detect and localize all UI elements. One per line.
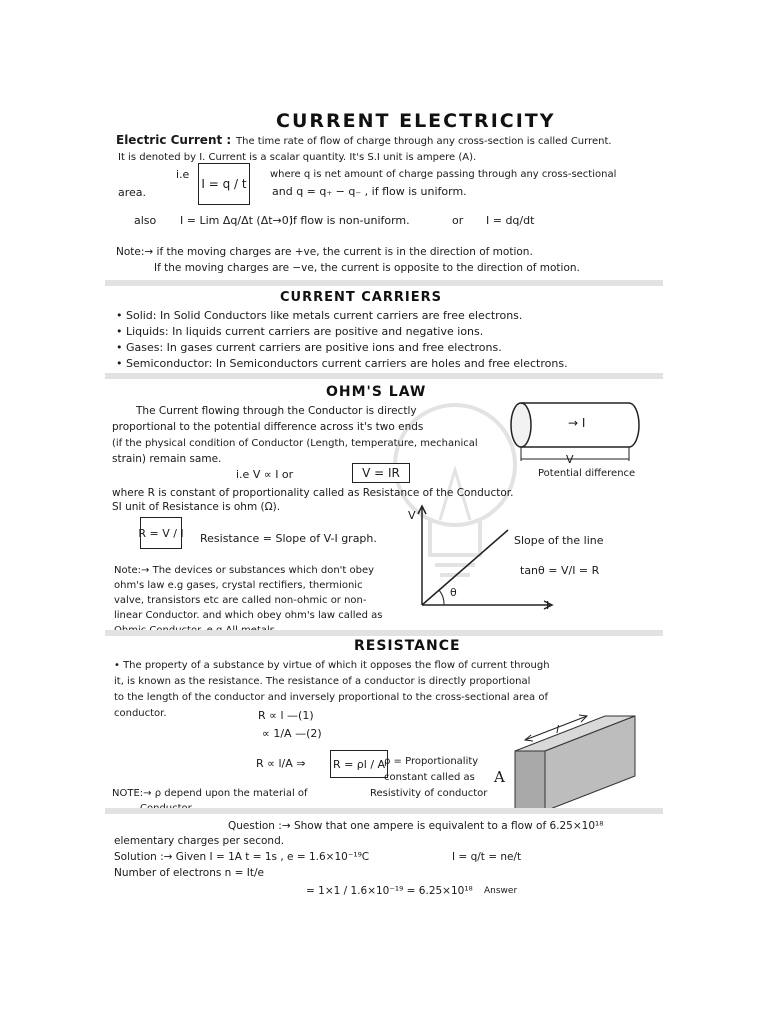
ohms-law-heading: OHM'S LAW bbox=[326, 384, 427, 400]
carrier-gas: • Gases: In gases current carriers are positive ions and free electrons. bbox=[116, 341, 502, 354]
ohms-note-1: Note:→ The devices or substances which don't obey bbox=[114, 565, 375, 576]
r-formula: R = V / I bbox=[138, 526, 184, 540]
resistance-p4: conductor. bbox=[114, 708, 167, 719]
vi-graph bbox=[400, 500, 560, 615]
block-length-label: l bbox=[556, 723, 560, 736]
ohms-note-2: ohm's law e.g gases, crystal rectifiers, thermionic bbox=[114, 580, 363, 591]
block-area-label: A bbox=[494, 768, 505, 786]
derivative-formula: I = dq/dt bbox=[486, 214, 535, 227]
resistance-eq2: ∝ 1/A —(2) bbox=[262, 727, 322, 740]
resistance-slope-text: Resistance = Slope of V-I graph. bbox=[200, 532, 377, 545]
page-title: CURRENT ELECTRICITY bbox=[276, 110, 556, 132]
divider-1 bbox=[105, 280, 663, 286]
nonuniform-text: if flow is non-uniform. bbox=[290, 214, 410, 227]
carrier-solid: • Solid: In Solid Conductors like metals current carriers are free electrons. bbox=[116, 309, 523, 322]
also-label: also bbox=[134, 214, 157, 227]
or-label: or bbox=[452, 214, 464, 227]
resistance-note-1: NOTE:→ ρ depend upon the material of bbox=[112, 788, 308, 799]
resistivity-formula-box bbox=[330, 750, 388, 778]
resistance-p3: to the length of the conductor and inversely proportional to the cross-sectional area of bbox=[114, 692, 548, 703]
rho-definition-3: Resistivity of conductor bbox=[370, 788, 488, 799]
divider-3 bbox=[105, 630, 663, 636]
note-line2: If the moving charges are −ve, the current is opposite to the direction of motion. bbox=[154, 262, 580, 274]
question-line1: Question :→ Show that one ampere is equivalent to a flow of 6.25×10¹⁸ bbox=[228, 820, 604, 832]
current-formula: I = q / t bbox=[201, 177, 247, 191]
divider-2 bbox=[105, 373, 663, 379]
where-line: where q is net amount of charge passing through any cross-sectional bbox=[270, 169, 617, 180]
wire-v-label: V bbox=[566, 453, 574, 466]
ohms-where-line: where R is constant of proportionality called as Resistance of the Conductor. bbox=[112, 487, 514, 499]
solution-formula: I = q/t = ne/t bbox=[452, 851, 522, 863]
r-formula-box bbox=[140, 517, 182, 549]
resistance-p2: it, is known as the resistance. The resistance of a conductor is directly proportional bbox=[114, 676, 531, 687]
resistivity-formula: R = ρl / A bbox=[332, 757, 386, 771]
conductor-block-diagram bbox=[495, 706, 645, 816]
question-line2: elementary charges per second. bbox=[114, 835, 285, 847]
electrons-line: Number of electrons n = It/e bbox=[114, 867, 265, 879]
graph-v-label: V bbox=[408, 509, 416, 522]
and-line: and q = q₊ − q₋ , if flow is uniform. bbox=[272, 185, 467, 198]
rho-definition-2: constant called as bbox=[384, 772, 475, 783]
vir-formula: V = IR bbox=[362, 466, 400, 480]
electric-current-heading: Electric Current : bbox=[116, 133, 232, 147]
note-line1: Note:→ if the moving charges are +ve, the current is in the direction of motion. bbox=[116, 246, 533, 258]
ohms-note-4: linear Conductor. and which obey ohm's law called as bbox=[114, 610, 383, 621]
ohms-ie-line: i.e V ∝ I or bbox=[236, 468, 294, 481]
carrier-liquid: • Liquids: In liquids current carriers are positive and negative ions. bbox=[116, 325, 484, 338]
ie-label: i.e bbox=[176, 168, 190, 181]
rho-definition-1: ρ = Proportionality bbox=[384, 756, 479, 767]
ohms-p4: strain) remain same. bbox=[112, 453, 222, 465]
resistance-eq3: R ∝ l/A ⇒ bbox=[256, 757, 306, 770]
electric-current-line2: It is denoted by I. Current is a scalar quantity. It's S.I unit is ampere (A). bbox=[118, 152, 477, 163]
area-word: area. bbox=[118, 186, 147, 199]
answer-label: Answer bbox=[484, 886, 518, 896]
carrier-semiconductor: • Semiconductor: In Semiconductors current carriers are holes and free electrons. bbox=[116, 357, 568, 370]
current-carriers-heading: CURRENT CARRIERS bbox=[280, 290, 442, 305]
ohms-note-3: valve, transistors etc are called non-ohmic or non- bbox=[114, 595, 367, 606]
graph-i-label: I bbox=[546, 599, 550, 612]
vir-formula-box bbox=[352, 463, 410, 483]
ohms-p3: (if the physical condition of Conductor (Length, temperature, mechanical bbox=[112, 438, 478, 449]
ohms-si-line: SI unit of Resistance is ohm (Ω). bbox=[112, 501, 281, 513]
solution-line: Solution :→ Given I = 1A t = 1s , e = 1.6×10⁻¹⁹C bbox=[114, 851, 370, 863]
resistance-p1: • The property of a substance by virtue of which it opposes the flow of current through bbox=[114, 660, 550, 671]
graph-theta-label: θ bbox=[450, 586, 457, 599]
wire-potential-label: Potential difference bbox=[538, 468, 636, 479]
divider-4 bbox=[105, 808, 663, 814]
resistance-heading: RESISTANCE bbox=[354, 638, 461, 654]
current-formula-box bbox=[198, 163, 250, 205]
resistance-eq1: R ∝ l —(1) bbox=[258, 709, 314, 722]
limit-formula: I = Lim Δq/Δt (Δt→0) bbox=[180, 214, 294, 227]
electric-current-line1: The time rate of flow of charge through any cross-section is called Current. bbox=[236, 136, 612, 147]
calculation-line: = 1×1 / 1.6×10⁻¹⁹ = 6.25×10¹⁸ bbox=[306, 885, 473, 897]
graph-slope-formula: tanθ = V/I = R bbox=[520, 564, 600, 577]
wire-current-label: → I bbox=[568, 416, 586, 430]
ohms-p2: proportional to the potential difference across it's two ends bbox=[112, 421, 424, 433]
graph-slope-title: Slope of the line bbox=[514, 534, 604, 547]
ohms-p1: The Current flowing through the Conductor is directly bbox=[136, 405, 417, 417]
